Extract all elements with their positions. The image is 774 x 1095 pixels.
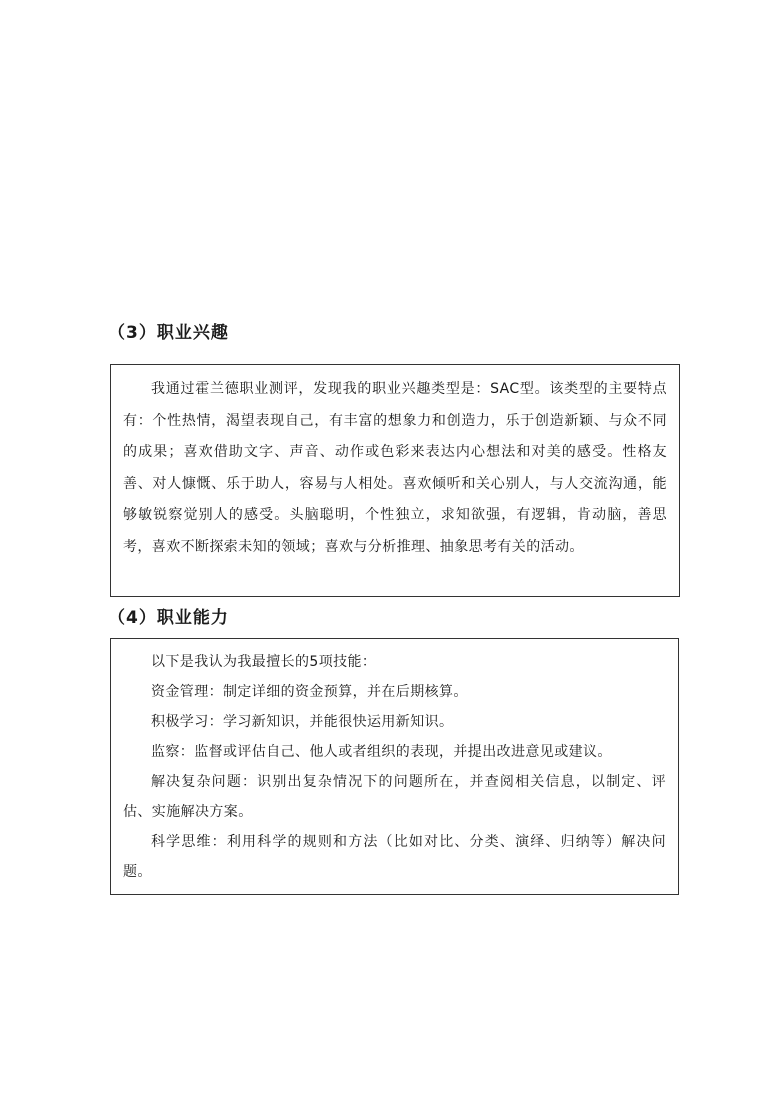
career-interest-text: 我通过霍兰德职业测评，发现我的职业兴趣类型是：SAC型。该类型的主要特点有：个性热情，渴望表现自己，有丰富的想象力和创造力，乐于创造新颖、与众不同的成果；喜欢借助文字、声音、动作或色彩来表达内心想法和对美的感受。性格友善、对人慷慨、乐于助人，容易与人相处。喜欢倾听和关心别人，与人交流沟通，能够敏锐察觉别人的感受。头脑聪明，个性独立，求知欲强，有逻辑，肯动脑，善思考，喜欢不断探索未知的领域；喜欢与分析推理、抽象思考有关的活动。 bbox=[123, 381, 667, 555]
ability-intro: 以下是我认为我最擅长的5项技能： bbox=[151, 654, 377, 670]
career-interest-box bbox=[110, 364, 680, 597]
ability-item-monitoring: 监察：监督或评估自己、他人或者组织的表现，并提出改进意见或建议。 bbox=[151, 744, 612, 760]
ability-item-active-learning: 积极学习：学习新知识，并能很快运用新知识。 bbox=[151, 714, 454, 730]
career-ability-box bbox=[110, 638, 679, 895]
ability-item-complex-problem-solving: 解决复杂问题：识别出复杂情况下的问题所在，并查阅相关信息，以制定、评估、实施解决方案。 bbox=[123, 774, 666, 820]
section-heading-career-interest: （3）职业兴趣 bbox=[108, 323, 229, 343]
ability-item-scientific-thinking: 科学思维：利用科学的规则和方法（比如对比、分类、演绎、归纳等）解决问题。 bbox=[123, 834, 666, 880]
ability-item-financial-management: 资金管理：制定详细的资金预算，并在后期核算。 bbox=[151, 684, 468, 700]
section-heading-career-ability: （4）职业能力 bbox=[108, 608, 229, 628]
